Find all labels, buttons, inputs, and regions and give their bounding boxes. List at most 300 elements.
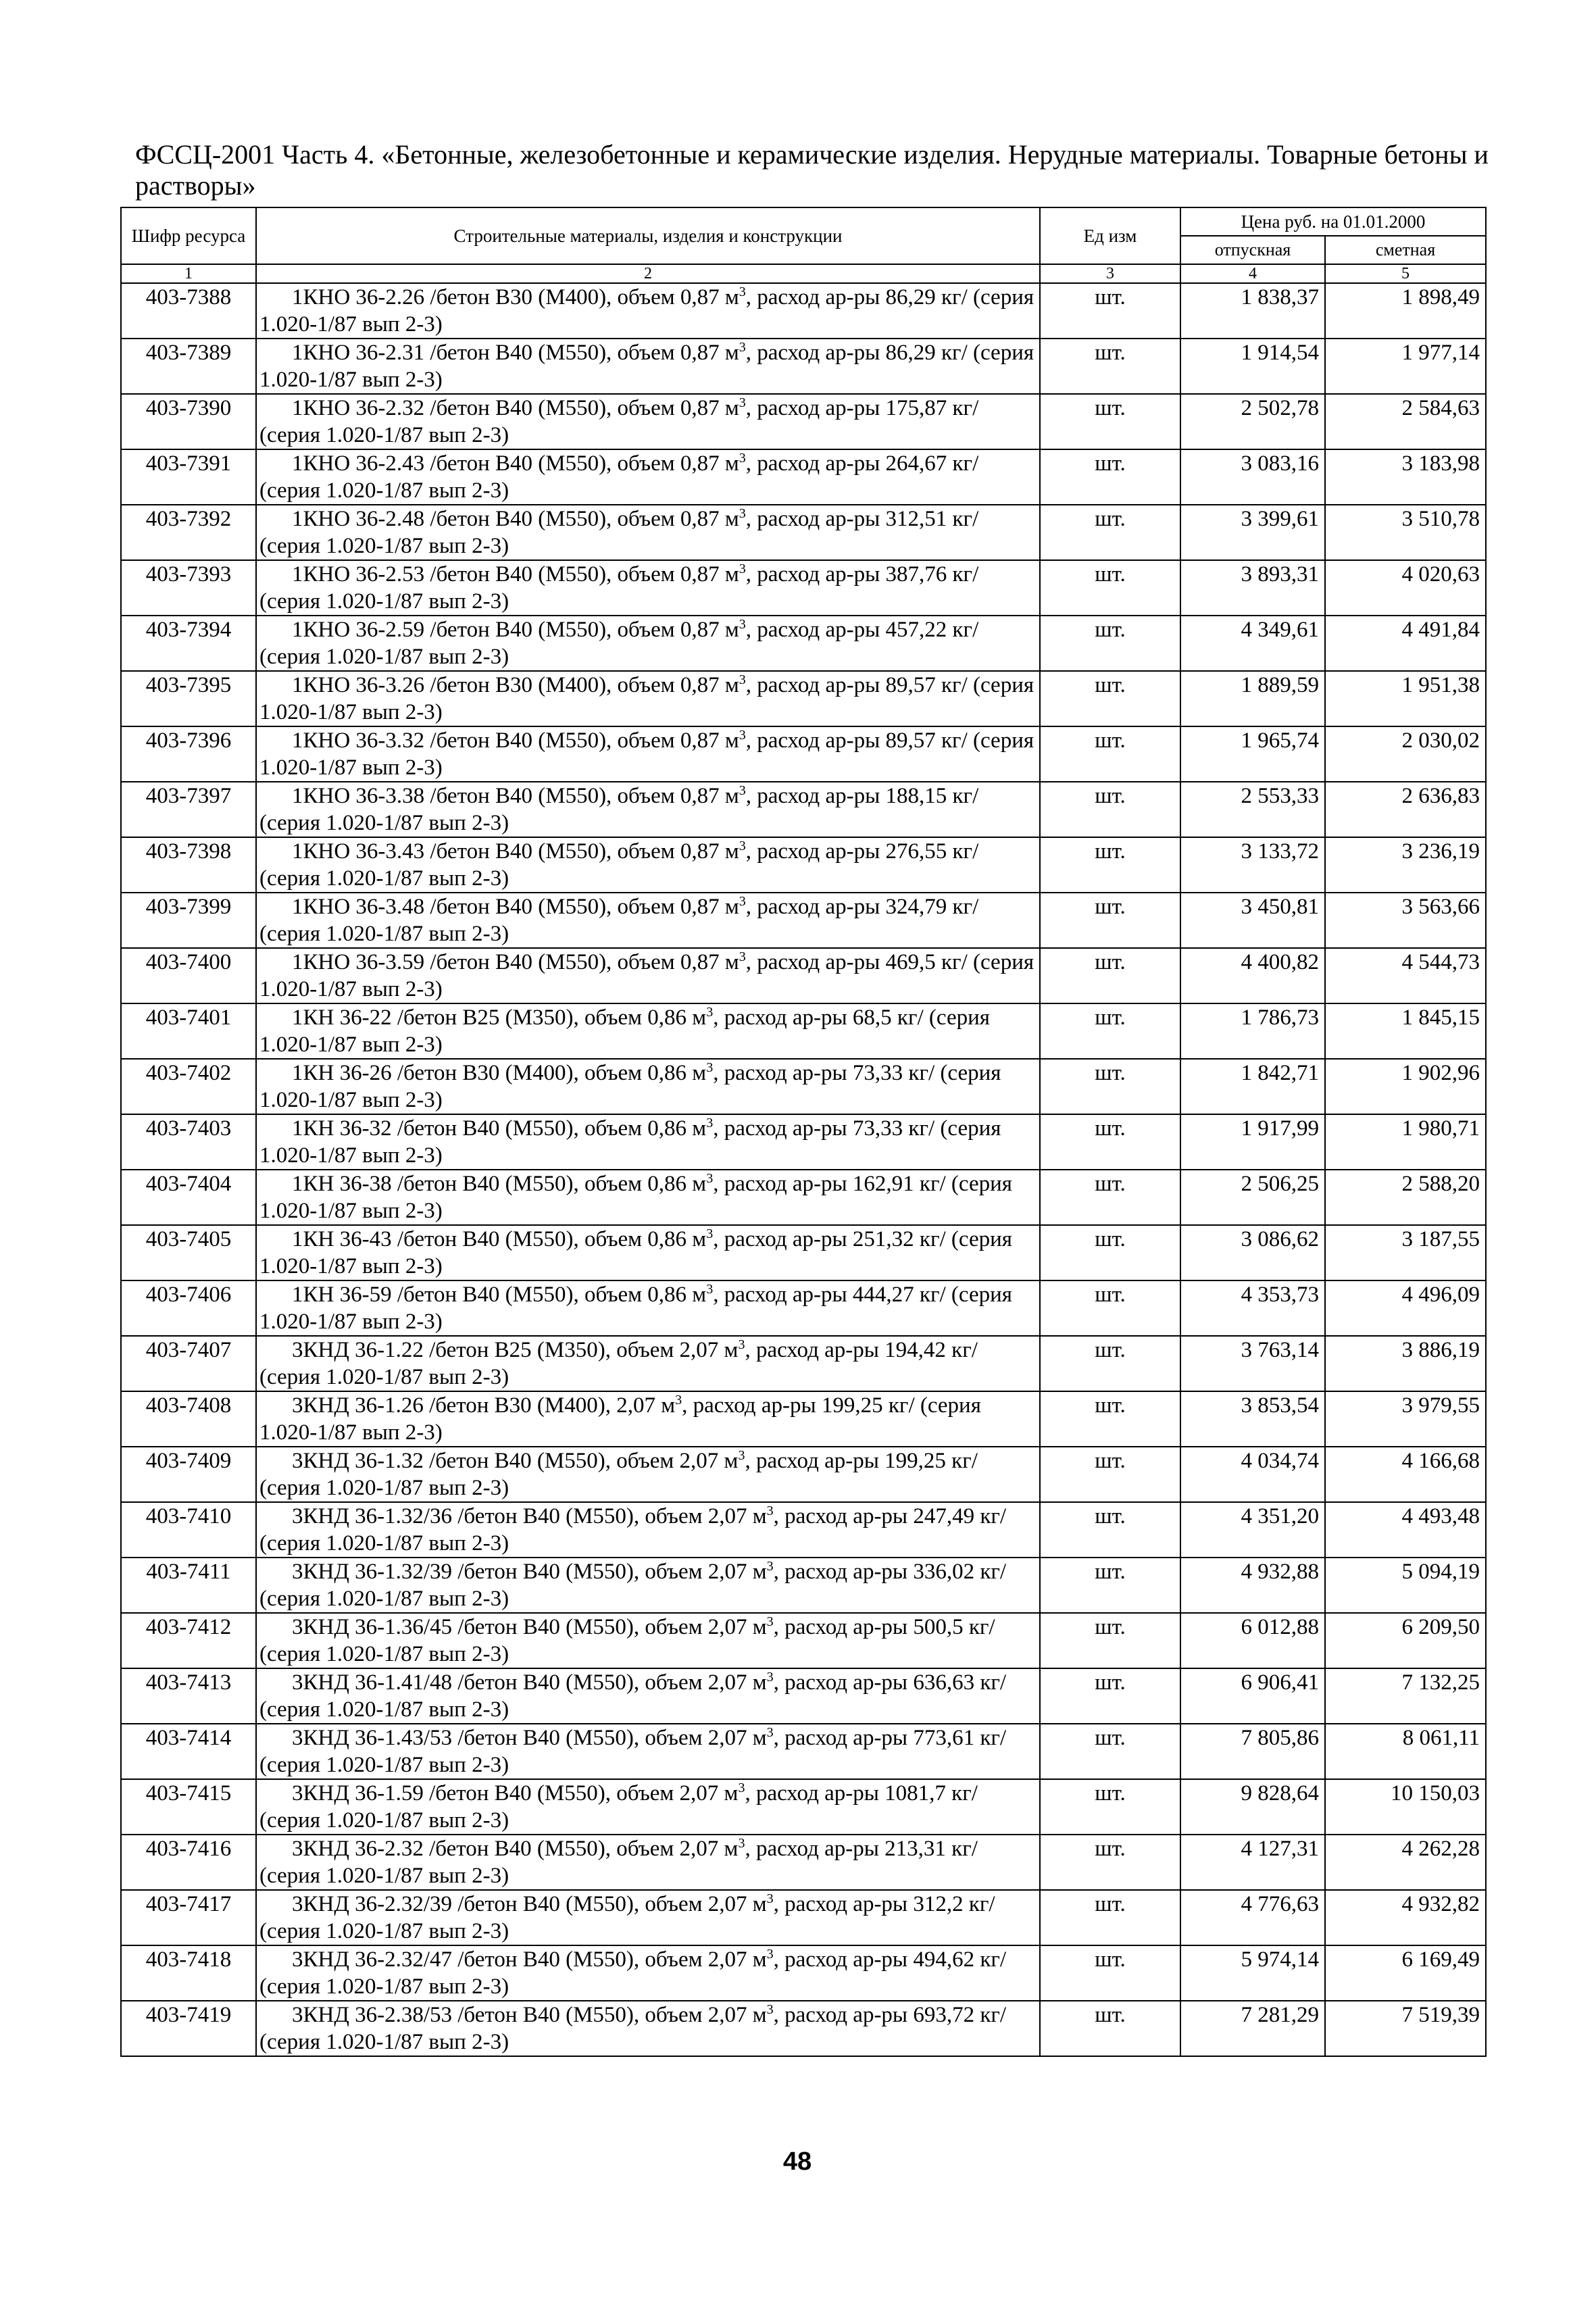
resource-code-cell: 403-7411	[121, 1558, 256, 1613]
description-text: 3КНД 36-1.32 /бетон В40 (М550), объем 2,07 м	[292, 1449, 739, 1473]
material-description-cell	[256, 560, 1040, 616]
table-row	[121, 449, 1486, 505]
volume-exponent: 3	[706, 1060, 714, 1075]
volume-exponent: 3	[706, 1226, 714, 1241]
column-number: 5	[1325, 264, 1486, 283]
description-text: 3КНД 36-1.26 /бетон В30 (М400), 2,07 м	[292, 1393, 676, 1418]
estimate-price-cell: 2 584,63	[1325, 394, 1486, 449]
material-description-cell	[256, 1945, 1040, 2001]
volume-exponent: 3	[738, 1836, 745, 1851]
volume-exponent: 3	[739, 562, 746, 576]
material-description-cell	[256, 1724, 1040, 1779]
resource-code-cell: 403-7406	[121, 1280, 256, 1336]
description-text: 1КНО 36-2.26 /бетон В30 (М400), объем 0,87 м	[292, 285, 739, 309]
release-price-cell: 2 553,33	[1180, 782, 1325, 837]
description-text: , расход ар-ры 175,87 кг/ (серия 1.020-1/87 вып 2-3)	[259, 396, 979, 447]
table-row	[121, 1558, 1486, 1613]
table-row	[121, 1170, 1486, 1225]
description-text: , расход ар-ры 444,27 кг/ (серия 1.020-1/87 вып 2-3)	[259, 1283, 1012, 1334]
material-description-cell	[256, 1447, 1040, 1502]
material-description-cell	[256, 1225, 1040, 1280]
volume-exponent: 3	[739, 284, 746, 299]
estimate-price-cell: 4 496,09	[1325, 1280, 1486, 1336]
resource-code-cell: 403-7397	[121, 782, 256, 837]
description-text: 3КНД 36-2.32/39 /бетон В40 (М550), объем 2,07 м	[292, 1892, 767, 1916]
estimate-price-cell: 2 030,02	[1325, 726, 1486, 782]
estimate-price-cell: 1 980,71	[1325, 1114, 1486, 1170]
estimate-price-cell: 1 951,38	[1325, 671, 1486, 726]
table-row	[121, 560, 1486, 616]
estimate-price-cell: 2 636,83	[1325, 782, 1486, 837]
description-text: , расход ар-ры 251,32 кг/ (серия 1.020-1/87 вып 2-3)	[259, 1227, 1012, 1278]
material-description-cell	[256, 505, 1040, 560]
table-row	[121, 394, 1486, 449]
material-description-cell	[256, 1613, 1040, 1668]
description-text: 1КН 36-59 /бетон В40 (М550), объем 0,86 м	[292, 1283, 707, 1307]
table-row	[121, 1003, 1486, 1059]
unit-cell: шт.	[1040, 1336, 1180, 1391]
material-description-cell	[256, 671, 1040, 726]
volume-exponent: 3	[739, 728, 746, 743]
table-row	[121, 1059, 1486, 1114]
description-text: , расход ар-ры 73,33 кг/ (серия 1.020-1/87 вып 2-3)	[259, 1116, 1001, 1168]
table-row	[121, 1890, 1486, 1945]
unit-cell: шт.	[1040, 1945, 1180, 2001]
volume-exponent: 3	[738, 1448, 745, 1463]
description-text: 3КНД 36-1.59 /бетон В40 (М550), объем 2,07 м	[292, 1781, 739, 1806]
release-price-cell: 6 012,88	[1180, 1613, 1325, 1668]
volume-exponent: 3	[739, 783, 746, 798]
material-description-cell	[256, 1170, 1040, 1225]
release-price-cell: 1 838,37	[1180, 283, 1325, 339]
description-text: , расход ар-ры 387,76 кг/ (серия 1.020-1/87 вып 2-3)	[259, 562, 979, 614]
description-text: , расход ар-ры 312,51 кг/ (серия 1.020-1/87 вып 2-3)	[259, 507, 979, 558]
table-body	[121, 283, 1486, 2056]
description-text: 1КНО 36-3.32 /бетон В40 (М550), объем 0,87 м	[292, 728, 739, 753]
description-text: 1КН 36-26 /бетон В30 (М400), объем 0,86 м	[292, 1061, 707, 1085]
estimate-price-cell: 4 491,84	[1325, 616, 1486, 671]
description-text: 1КН 36-22 /бетон В25 (М350), объем 0,86 м	[292, 1005, 707, 1030]
release-price-cell: 5 974,14	[1180, 1945, 1325, 2001]
unit-cell: шт.	[1040, 1170, 1180, 1225]
description-text: , расход ар-ры 199,25 кг/ (серия 1.020-1/87 вып 2-3)	[259, 1393, 981, 1445]
release-price-cell: 4 127,31	[1180, 1835, 1325, 1890]
volume-exponent: 3	[739, 672, 746, 687]
release-price-cell: 4 932,88	[1180, 1558, 1325, 1613]
estimate-price-cell: 5 094,19	[1325, 1558, 1486, 1613]
volume-exponent: 3	[766, 1503, 774, 1518]
volume-exponent: 3	[739, 949, 746, 964]
estimate-price-cell: 3 886,19	[1325, 1336, 1486, 1391]
release-price-cell: 4 400,82	[1180, 948, 1325, 1003]
table-row	[121, 339, 1486, 394]
volume-exponent: 3	[766, 1614, 774, 1629]
estimate-price-cell: 1 902,96	[1325, 1059, 1486, 1114]
header-price-group: Цена руб. на 01.01.2000	[1180, 207, 1486, 236]
description-text: 1КН 36-38 /бетон В40 (М550), объем 0,86 м	[292, 1172, 707, 1196]
table-row	[121, 1336, 1486, 1391]
volume-exponent: 3	[706, 1005, 714, 1020]
resource-code-cell: 403-7402	[121, 1059, 256, 1114]
material-description-cell	[256, 1003, 1040, 1059]
release-price-cell: 4 776,63	[1180, 1890, 1325, 1945]
description-text: , расход ар-ры 500,5 кг/ (серия 1.020-1/87 вып 2-3)	[259, 1615, 995, 1666]
volume-exponent: 3	[706, 1171, 714, 1186]
resource-code-cell: 403-7417	[121, 1890, 256, 1945]
estimate-price-cell: 7 132,25	[1325, 1668, 1486, 1724]
description-text: , расход ар-ры 73,33 кг/ (серия 1.020-1/87 вып 2-3)	[259, 1061, 1001, 1112]
resource-code-cell: 403-7412	[121, 1613, 256, 1668]
volume-exponent: 3	[766, 1947, 774, 1962]
description-text: , расход ар-ры 264,67 кг/ (серия 1.020-1/87 вып 2-3)	[259, 451, 979, 503]
unit-cell: шт.	[1040, 1280, 1180, 1336]
unit-cell: шт.	[1040, 394, 1180, 449]
table-row	[121, 1613, 1486, 1668]
table-row	[121, 671, 1486, 726]
unit-cell: шт.	[1040, 1835, 1180, 1890]
material-description-cell	[256, 339, 1040, 394]
resource-code-cell: 403-7415	[121, 1779, 256, 1835]
release-price-cell: 7 281,29	[1180, 2001, 1325, 2056]
release-price-cell: 3 853,54	[1180, 1391, 1325, 1447]
material-description-cell	[256, 616, 1040, 671]
material-description-cell	[256, 283, 1040, 339]
resource-code-cell: 403-7408	[121, 1391, 256, 1447]
release-price-cell: 3 893,31	[1180, 560, 1325, 616]
description-text: 1КНО 36-2.59 /бетон В40 (М550), объем 0,87 м	[292, 618, 739, 642]
description-text: 3КНД 36-1.32/36 /бетон В40 (М550), объем 2,07 м	[292, 1504, 767, 1528]
header-price-estimate: сметная	[1325, 236, 1486, 264]
unit-cell: шт.	[1040, 1558, 1180, 1613]
resource-code-cell: 403-7418	[121, 1945, 256, 2001]
description-text: 3КНД 36-2.38/53 /бетон В40 (М550), объем 2,07 м	[292, 2003, 767, 2027]
description-text: 3КНД 36-1.41/48 /бетон В40 (М550), объем 2,07 м	[292, 1670, 767, 1695]
table-row	[121, 1668, 1486, 1724]
description-text: , расход ар-ры 247,49 кг/ (серия 1.020-1/87 вып 2-3)	[259, 1504, 1007, 1555]
estimate-price-cell: 8 061,11	[1325, 1724, 1486, 1779]
estimate-price-cell: 3 563,66	[1325, 893, 1486, 948]
unit-cell: шт.	[1040, 1502, 1180, 1558]
table-row	[121, 616, 1486, 671]
unit-cell: шт.	[1040, 837, 1180, 893]
volume-exponent: 3	[766, 1670, 774, 1685]
material-description-cell	[256, 726, 1040, 782]
description-text: , расход ар-ры 89,57 кг/ (серия 1.020-1/87 вып 2-3)	[259, 728, 1034, 780]
volume-exponent: 3	[766, 1725, 774, 1740]
volume-exponent: 3	[766, 1559, 774, 1574]
material-description-cell	[256, 1558, 1040, 1613]
description-text: , расход ар-ры 469,5 кг/ (серия 1.020-1/87 вып 2-3)	[259, 950, 1034, 1001]
resource-code-cell: 403-7401	[121, 1003, 256, 1059]
description-text: 1КНО 36-2.48 /бетон В40 (М550), объем 0,87 м	[292, 507, 739, 531]
resource-code-cell: 403-7391	[121, 449, 256, 505]
resource-code-cell: 403-7388	[121, 283, 256, 339]
description-text: 3КНД 36-1.22 /бетон В25 (М350), объем 2,07 м	[292, 1338, 739, 1362]
description-text: 1КНО 36-3.59 /бетон В40 (М550), объем 0,87 м	[292, 950, 739, 974]
description-text: 3КНД 36-1.36/45 /бетон В40 (М550), объем 2,07 м	[292, 1615, 767, 1639]
description-text: 3КНД 36-1.32/39 /бетон В40 (М550), объем 2,07 м	[292, 1560, 767, 1584]
unit-cell: шт.	[1040, 2001, 1180, 2056]
release-price-cell: 2 502,78	[1180, 394, 1325, 449]
description-text: 1КНО 36-3.43 /бетон В40 (М550), объем 0,87 м	[292, 839, 739, 864]
resource-code-cell: 403-7392	[121, 505, 256, 560]
header-name: Строительные материалы, изделия и конструкции	[256, 207, 1040, 264]
table-row	[121, 837, 1486, 893]
description-text: , расход ар-ры 68,5 кг/ (серия 1.020-1/87 вып 2-3)	[259, 1005, 990, 1057]
description-text: , расход ар-ры 86,29 кг/ (серия 1.020-1/87 вып 2-3)	[259, 285, 1034, 337]
description-text: , расход ар-ры 312,2 кг/ (серия 1.020-1/87 вып 2-3)	[259, 1892, 995, 1943]
material-description-cell	[256, 1835, 1040, 1890]
header-unit: Ед изм	[1040, 207, 1180, 264]
description-text: 1КН 36-32 /бетон В40 (М550), объем 0,86 м	[292, 1116, 707, 1141]
unit-cell: шт.	[1040, 616, 1180, 671]
table-row	[121, 893, 1486, 948]
estimate-price-cell: 4 262,28	[1325, 1835, 1486, 1890]
material-description-cell	[256, 1779, 1040, 1835]
unit-cell: шт.	[1040, 1225, 1180, 1280]
description-text: , расход ар-ры 276,55 кг/ (серия 1.020-1/87 вып 2-3)	[259, 839, 979, 891]
table-row	[121, 283, 1486, 339]
price-table	[120, 207, 1487, 2057]
description-text: , расход ар-ры 324,79 кг/ (серия 1.020-1/87 вып 2-3)	[259, 895, 979, 946]
release-price-cell: 1 842,71	[1180, 1059, 1325, 1114]
description-text: , расход ар-ры 494,62 кг/ (серия 1.020-1/87 вып 2-3)	[259, 1947, 1007, 1999]
resource-code-cell: 403-7410	[121, 1502, 256, 1558]
estimate-price-cell: 3 979,55	[1325, 1391, 1486, 1447]
resource-code-cell: 403-7419	[121, 2001, 256, 2056]
estimate-price-cell: 4 932,82	[1325, 1890, 1486, 1945]
estimate-price-cell: 4 544,73	[1325, 948, 1486, 1003]
volume-exponent: 3	[739, 839, 746, 853]
table-row	[121, 1779, 1486, 1835]
volume-exponent: 3	[766, 2002, 774, 2017]
release-price-cell: 1 786,73	[1180, 1003, 1325, 1059]
resource-code-cell: 403-7394	[121, 616, 256, 671]
unit-cell: шт.	[1040, 339, 1180, 394]
table-row	[121, 1114, 1486, 1170]
estimate-price-cell: 7 519,39	[1325, 2001, 1486, 2056]
release-price-cell: 3 763,14	[1180, 1336, 1325, 1391]
resource-code-cell: 403-7413	[121, 1668, 256, 1724]
volume-exponent: 3	[739, 340, 746, 355]
volume-exponent: 3	[739, 506, 746, 521]
volume-exponent: 3	[739, 451, 746, 466]
unit-cell: шт.	[1040, 1890, 1180, 1945]
column-number: 1	[121, 264, 256, 283]
material-description-cell	[256, 837, 1040, 893]
material-description-cell	[256, 1890, 1040, 1945]
material-description-cell	[256, 893, 1040, 948]
resource-code-cell: 403-7395	[121, 671, 256, 726]
description-text: , расход ар-ры 89,57 кг/ (серия 1.020-1/87 вып 2-3)	[259, 673, 1034, 724]
estimate-price-cell: 6 209,50	[1325, 1613, 1486, 1668]
material-description-cell	[256, 1280, 1040, 1336]
table-row	[121, 1945, 1486, 2001]
unit-cell: шт.	[1040, 948, 1180, 1003]
resource-code-cell: 403-7414	[121, 1724, 256, 1779]
release-price-cell: 4 351,20	[1180, 1502, 1325, 1558]
volume-exponent: 3	[739, 395, 746, 410]
release-price-cell: 1 914,54	[1180, 339, 1325, 394]
column-number: 4	[1180, 264, 1325, 283]
unit-cell: шт.	[1040, 671, 1180, 726]
release-price-cell: 6 906,41	[1180, 1668, 1325, 1724]
description-text: 1КН 36-43 /бетон В40 (М550), объем 0,86 м	[292, 1227, 707, 1251]
unit-cell: шт.	[1040, 893, 1180, 948]
description-text: 3КНД 36-1.43/53 /бетон В40 (М550), объем 2,07 м	[292, 1726, 767, 1750]
volume-exponent: 3	[706, 1116, 714, 1130]
description-text: 1КНО 36-3.38 /бетон В40 (М550), объем 0,87 м	[292, 784, 739, 808]
estimate-price-cell: 2 588,20	[1325, 1170, 1486, 1225]
estimate-price-cell: 4 493,48	[1325, 1502, 1486, 1558]
volume-exponent: 3	[738, 1337, 745, 1352]
estimate-price-cell: 3 187,55	[1325, 1225, 1486, 1280]
unit-cell: шт.	[1040, 1668, 1180, 1724]
unit-cell: шт.	[1040, 1613, 1180, 1668]
release-price-cell: 3 399,61	[1180, 505, 1325, 560]
description-text: , расход ар-ры 162,91 кг/ (серия 1.020-1/87 вып 2-3)	[259, 1172, 1012, 1223]
unit-cell: шт.	[1040, 283, 1180, 339]
estimate-price-cell: 1 898,49	[1325, 283, 1486, 339]
description-text: 1КНО 36-2.32 /бетон В40 (М550), объем 0,87 м	[292, 396, 739, 420]
release-price-cell: 1 917,99	[1180, 1114, 1325, 1170]
unit-cell: шт.	[1040, 1447, 1180, 1502]
column-number: 3	[1040, 264, 1180, 283]
description-text: 1КНО 36-2.43 /бетон В40 (М550), объем 0,87 м	[292, 451, 739, 476]
release-price-cell: 2 506,25	[1180, 1170, 1325, 1225]
release-price-cell: 3 133,72	[1180, 837, 1325, 893]
unit-cell: шт.	[1040, 1003, 1180, 1059]
unit-cell: шт.	[1040, 449, 1180, 505]
estimate-price-cell: 6 169,49	[1325, 1945, 1486, 2001]
unit-cell: шт.	[1040, 1059, 1180, 1114]
material-description-cell	[256, 1336, 1040, 1391]
unit-cell: шт.	[1040, 1391, 1180, 1447]
release-price-cell: 1 889,59	[1180, 671, 1325, 726]
table-row	[121, 1225, 1486, 1280]
description-text: 1КНО 36-3.26 /бетон В30 (М400), объем 0,87 м	[292, 673, 739, 697]
volume-exponent: 3	[675, 1393, 682, 1408]
resource-code-cell: 403-7390	[121, 394, 256, 449]
description-text: 1КНО 36-2.53 /бетон В40 (М550), объем 0,87 м	[292, 562, 739, 587]
material-description-cell	[256, 394, 1040, 449]
description-text: , расход ар-ры 1081,7 кг/ (серия 1.020-1/87 вып 2-3)	[259, 1781, 978, 1833]
description-text: , расход ар-ры 336,02 кг/ (серия 1.020-1/87 вып 2-3)	[259, 1560, 1007, 1611]
unit-cell: шт.	[1040, 560, 1180, 616]
estimate-price-cell: 3 510,78	[1325, 505, 1486, 560]
release-price-cell: 1 965,74	[1180, 726, 1325, 782]
estimate-price-cell: 1 845,15	[1325, 1003, 1486, 1059]
table-row	[121, 505, 1486, 560]
description-text: 3КНД 36-2.32 /бетон В40 (М550), объем 2,07 м	[292, 1837, 739, 1861]
estimate-price-cell: 4 020,63	[1325, 560, 1486, 616]
table-row	[121, 1391, 1486, 1447]
estimate-price-cell: 4 166,68	[1325, 1447, 1486, 1502]
volume-exponent: 3	[739, 894, 746, 909]
description-text: , расход ар-ры 86,29 кг/ (серия 1.020-1/87 вып 2-3)	[259, 341, 1034, 392]
release-price-cell: 4 034,74	[1180, 1447, 1325, 1502]
estimate-price-cell: 3 183,98	[1325, 449, 1486, 505]
table-row	[121, 726, 1486, 782]
resource-code-cell: 403-7405	[121, 1225, 256, 1280]
material-description-cell	[256, 1502, 1040, 1558]
material-description-cell	[256, 1391, 1040, 1447]
material-description-cell	[256, 782, 1040, 837]
description-text: , расход ар-ры 199,25 кг/ (серия 1.020-1/87 вып 2-3)	[259, 1449, 978, 1500]
description-text: , расход ар-ры 457,22 кг/ (серия 1.020-1/87 вып 2-3)	[259, 618, 979, 669]
release-price-cell: 4 349,61	[1180, 616, 1325, 671]
volume-exponent: 3	[706, 1282, 714, 1297]
description-text: , расход ар-ры 194,42 кг/ (серия 1.020-1/87 вып 2-3)	[259, 1338, 978, 1389]
volume-exponent: 3	[739, 617, 746, 632]
resource-code-cell: 403-7404	[121, 1170, 256, 1225]
table-row	[121, 948, 1486, 1003]
material-description-cell	[256, 2001, 1040, 2056]
page-number: 48	[782, 2147, 812, 2176]
table-row	[121, 1447, 1486, 1502]
material-description-cell	[256, 1114, 1040, 1170]
table-row	[121, 1724, 1486, 1779]
release-price-cell: 3 086,62	[1180, 1225, 1325, 1280]
table-row	[121, 1835, 1486, 1890]
release-price-cell: 4 353,73	[1180, 1280, 1325, 1336]
resource-code-cell: 403-7396	[121, 726, 256, 782]
description-text: 1КНО 36-2.31 /бетон В40 (М550), объем 0,87 м	[292, 341, 739, 365]
volume-exponent: 3	[738, 1781, 745, 1795]
description-text: , расход ар-ры 213,31 кг/ (серия 1.020-1/87 вып 2-3)	[259, 1837, 978, 1888]
header-code: Шифр ресурса	[121, 207, 256, 264]
resource-code-cell: 403-7400	[121, 948, 256, 1003]
description-text: , расход ар-ры 636,63 кг/ (серия 1.020-1/87 вып 2-3)	[259, 1670, 1007, 1722]
unit-cell: шт.	[1040, 726, 1180, 782]
resource-code-cell: 403-7389	[121, 339, 256, 394]
description-text: 1КНО 36-3.48 /бетон В40 (М550), объем 0,87 м	[292, 895, 739, 919]
material-description-cell	[256, 449, 1040, 505]
unit-cell: шт.	[1040, 1779, 1180, 1835]
description-text: , расход ар-ры 773,61 кг/ (серия 1.020-1/87 вып 2-3)	[259, 1726, 1007, 1777]
release-price-cell: 3 083,16	[1180, 449, 1325, 505]
material-description-cell	[256, 1668, 1040, 1724]
description-text: , расход ар-ры 693,72 кг/ (серия 1.020-1/87 вып 2-3)	[259, 2003, 1007, 2054]
release-price-cell: 9 828,64	[1180, 1779, 1325, 1835]
resource-code-cell: 403-7407	[121, 1336, 256, 1391]
table-row	[121, 1502, 1486, 1558]
unit-cell: шт.	[1040, 505, 1180, 560]
resource-code-cell: 403-7399	[121, 893, 256, 948]
column-number: 2	[256, 264, 1040, 283]
page-title: ФССЦ-2001 Часть 4. «Бетонные, железобетонные и керамические изделия. Нерудные материалы. Товарные бетоны и растворы»	[135, 139, 1489, 201]
table-row	[121, 782, 1486, 837]
estimate-price-cell: 1 977,14	[1325, 339, 1486, 394]
unit-cell: шт.	[1040, 1114, 1180, 1170]
release-price-cell: 7 805,86	[1180, 1724, 1325, 1779]
header-price-release: отпускная	[1180, 236, 1325, 264]
table-row	[121, 2001, 1486, 2056]
material-description-cell	[256, 1059, 1040, 1114]
material-description-cell	[256, 948, 1040, 1003]
volume-exponent: 3	[766, 1891, 774, 1906]
description-text: 3КНД 36-2.32/47 /бетон В40 (М550), объем 2,07 м	[292, 1947, 767, 1972]
unit-cell: шт.	[1040, 782, 1180, 837]
resource-code-cell: 403-7403	[121, 1114, 256, 1170]
estimate-price-cell: 3 236,19	[1325, 837, 1486, 893]
resource-code-cell: 403-7398	[121, 837, 256, 893]
estimate-price-cell: 10 150,03	[1325, 1779, 1486, 1835]
table-row	[121, 1280, 1486, 1336]
release-price-cell: 3 450,81	[1180, 893, 1325, 948]
resource-code-cell: 403-7409	[121, 1447, 256, 1502]
resource-code-cell: 403-7393	[121, 560, 256, 616]
